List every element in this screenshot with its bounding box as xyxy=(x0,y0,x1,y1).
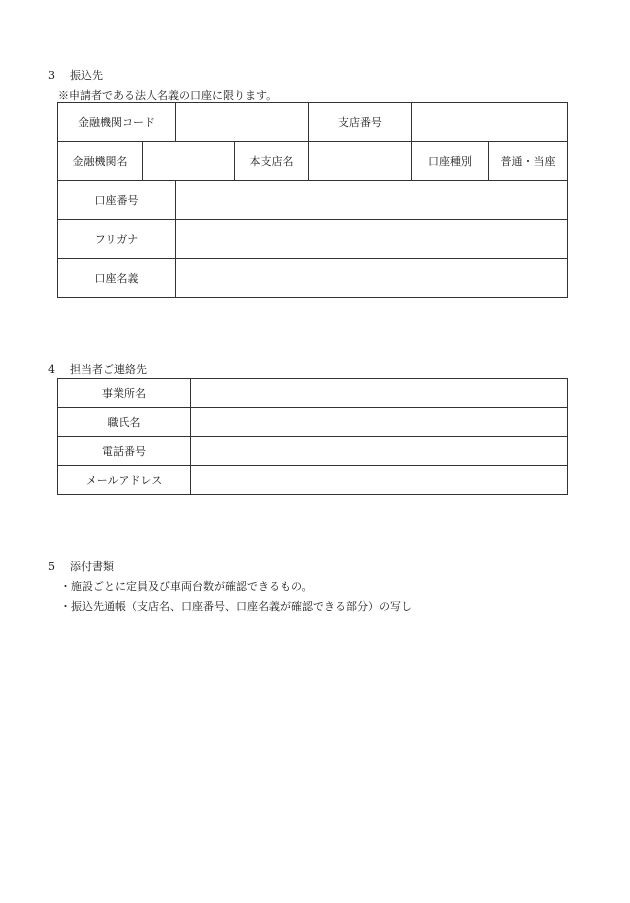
table-row xyxy=(58,259,568,298)
table-row xyxy=(58,220,568,259)
section-4-heading xyxy=(48,361,147,377)
section-4-number: 4 xyxy=(48,363,55,376)
account-holder-field[interactable] xyxy=(176,259,568,298)
table-row xyxy=(58,379,568,408)
position-name-label: 職氏名 xyxy=(58,408,191,437)
phone-label: 電話番号 xyxy=(58,437,191,466)
account-holder-label: 口座名義 xyxy=(58,259,176,298)
bank-name-field[interactable] xyxy=(143,142,235,181)
bank-account-table xyxy=(57,102,568,298)
section-5-heading xyxy=(48,558,114,574)
table-row xyxy=(58,466,568,495)
branch-number-field[interactable] xyxy=(412,103,568,142)
section-4-title: 担当者ご連絡先 xyxy=(70,363,147,376)
position-name-field[interactable] xyxy=(191,408,568,437)
contact-table xyxy=(57,378,568,495)
bank-code-field[interactable] xyxy=(176,103,309,142)
section-3-title: 振込先 xyxy=(70,69,103,82)
table-row xyxy=(58,437,568,466)
phone-field[interactable] xyxy=(191,437,568,466)
table-row xyxy=(58,408,568,437)
office-name-field[interactable] xyxy=(191,379,568,408)
email-field[interactable] xyxy=(191,466,568,495)
bank-name-label: 金融機関名 xyxy=(58,142,143,181)
attachment-item-1: ・施設ごとに定員及び車両台数が確認できるもの。 xyxy=(60,580,313,593)
email-label: メールアドレス xyxy=(58,466,191,495)
account-type-field[interactable]: 普通・当座 xyxy=(489,142,568,181)
account-number-field[interactable] xyxy=(176,181,568,220)
attachment-item-2: ・振込先通帳（支店名、口座番号、口座名義が確認できる部分）の写し xyxy=(60,600,412,613)
section-5-number: 5 xyxy=(48,560,55,573)
bank-code-label: 金融機関コード xyxy=(58,103,176,142)
branch-number-label: 支店番号 xyxy=(309,103,412,142)
furigana-label: フリガナ xyxy=(58,220,176,259)
account-type-label: 口座種別 xyxy=(412,142,489,181)
branch-name-label: 本支店名 xyxy=(235,142,309,181)
section-3-heading xyxy=(48,67,103,83)
table-row xyxy=(58,103,568,142)
section-5-title: 添付書類 xyxy=(70,560,114,573)
table-row xyxy=(58,142,568,181)
table-row xyxy=(58,181,568,220)
section-3-number: 3 xyxy=(48,69,55,82)
branch-name-field[interactable] xyxy=(309,142,412,181)
office-name-label: 事業所名 xyxy=(58,379,191,408)
account-number-label: 口座番号 xyxy=(58,181,176,220)
furigana-field[interactable] xyxy=(176,220,568,259)
section-3-note: ※申請者である法人名義の口座に限ります。 xyxy=(58,89,278,102)
